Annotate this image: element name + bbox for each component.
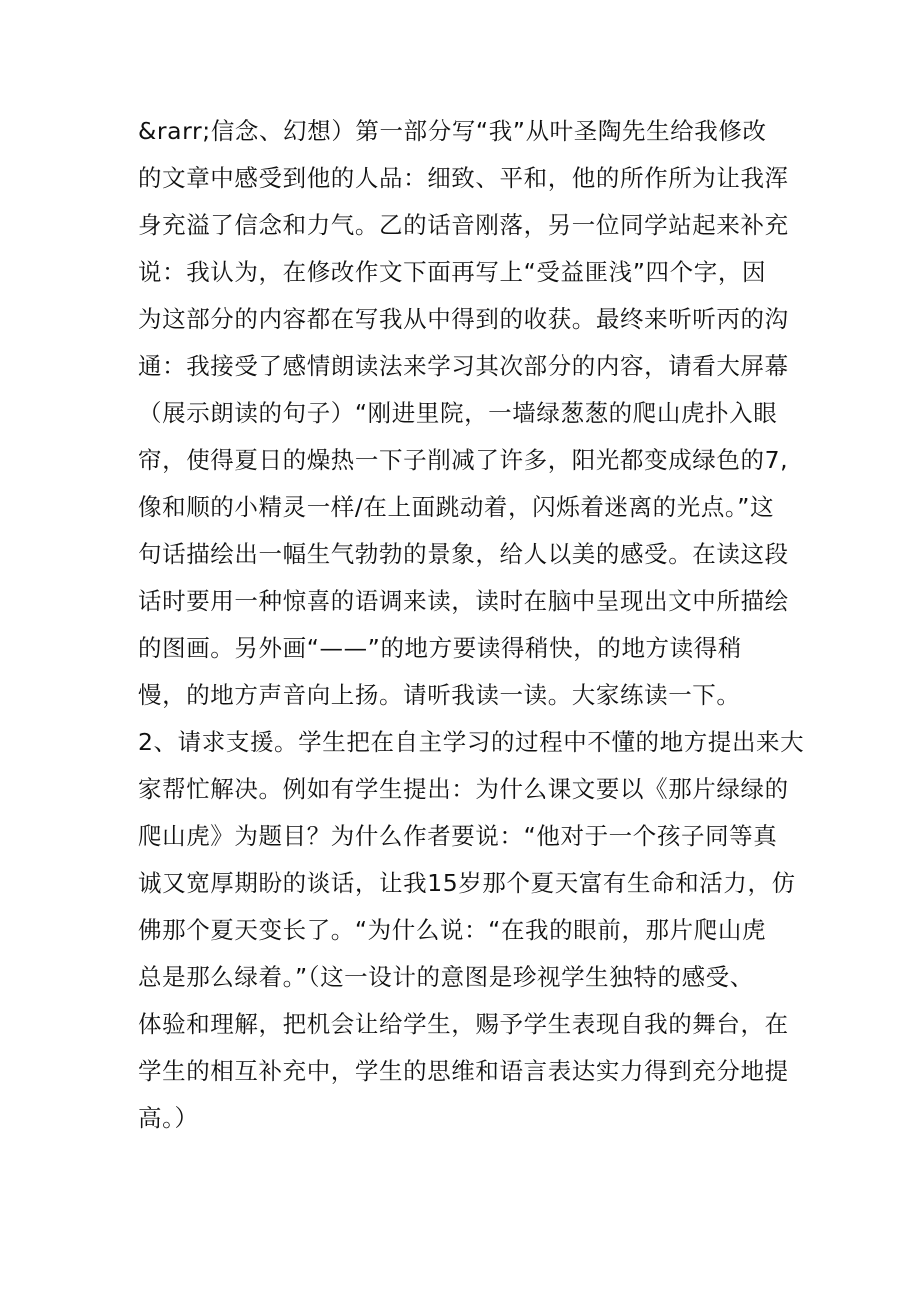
text-line: 学生的相互补充中，学生的思维和语言表达实力得到充分地提 xyxy=(138,1057,789,1085)
text-line: 爬山虎》为题目？为什么作者要说：“他对于一个孩子同等真 xyxy=(138,822,778,850)
text-line: 帘，使得夏日的燥热一下子削减了许多，阳光都变成绿色的7, xyxy=(138,446,789,474)
text-line: 家帮忙解决。例如有学生提出：为什么课文要以《那片绿绿的 xyxy=(138,775,789,803)
text-line: 总是那么绿着。”（这一设计的意图是珍视学生独特的感受、 xyxy=(138,963,754,991)
text-line: 慢，的地方声音向上扬。请听我读一读。大家练读一下。 xyxy=(138,681,741,709)
text-line: 佛那个夏天变长了。“为什么说：“在我的眼前，那片爬山虎 xyxy=(138,916,767,944)
text-line: 高。） xyxy=(138,1104,199,1132)
text-line: &rarr;信念、幻想）第一部分写“我”从叶圣陶先生给我修改 xyxy=(138,117,767,145)
text-line: 通：我接受了感情朗读法来学习其次部分的内容，请看大屏幕 xyxy=(138,352,789,380)
text-line: 体验和理解，把机会让给学生，赐予学生表现自我的舞台，在 xyxy=(138,1010,789,1038)
text-line: 为这部分的内容都在写我从中得到的收获。最终来听听丙的沟 xyxy=(138,305,789,333)
text-line: 的文章中感受到他的人品：细致、平和，他的所作所为让我浑 xyxy=(138,164,789,192)
text-line: 句话描绘出一幅生气勃勃的景象，给人以美的感受。在读这段 xyxy=(138,540,789,568)
text-line: 像和顺的小精灵一样/在上面跳动着，闪烁着迷离的光点。”这 xyxy=(138,493,775,521)
text-line: 话时要用一种惊喜的语调来读，读时在脑中呈现出文中所描绘 xyxy=(138,587,789,615)
body-text xyxy=(138,108,805,1142)
text-line: 说：我认为，在修改作文下面再写上“受益匪浅”四个字，因 xyxy=(138,258,767,286)
text-line: 2、请求支援。学生把在自主学习的过程中不懂的地方提出来大 xyxy=(138,728,805,756)
text-line: 身充溢了信念和力气。乙的话音刚落，另一位同学站起来补充 xyxy=(138,211,789,239)
text-line: 的图画。另外画“——”的地方要读得稍快，的地方读得稍 xyxy=(138,634,742,662)
text-line: （展示朗读的句子）“刚进里院，一墙绿葱葱的爬山虎扑入眼 xyxy=(138,399,778,427)
text-line: 诚又宽厚期盼的谈话，让我15岁那个夏天富有生命和活力，仿 xyxy=(138,869,796,897)
